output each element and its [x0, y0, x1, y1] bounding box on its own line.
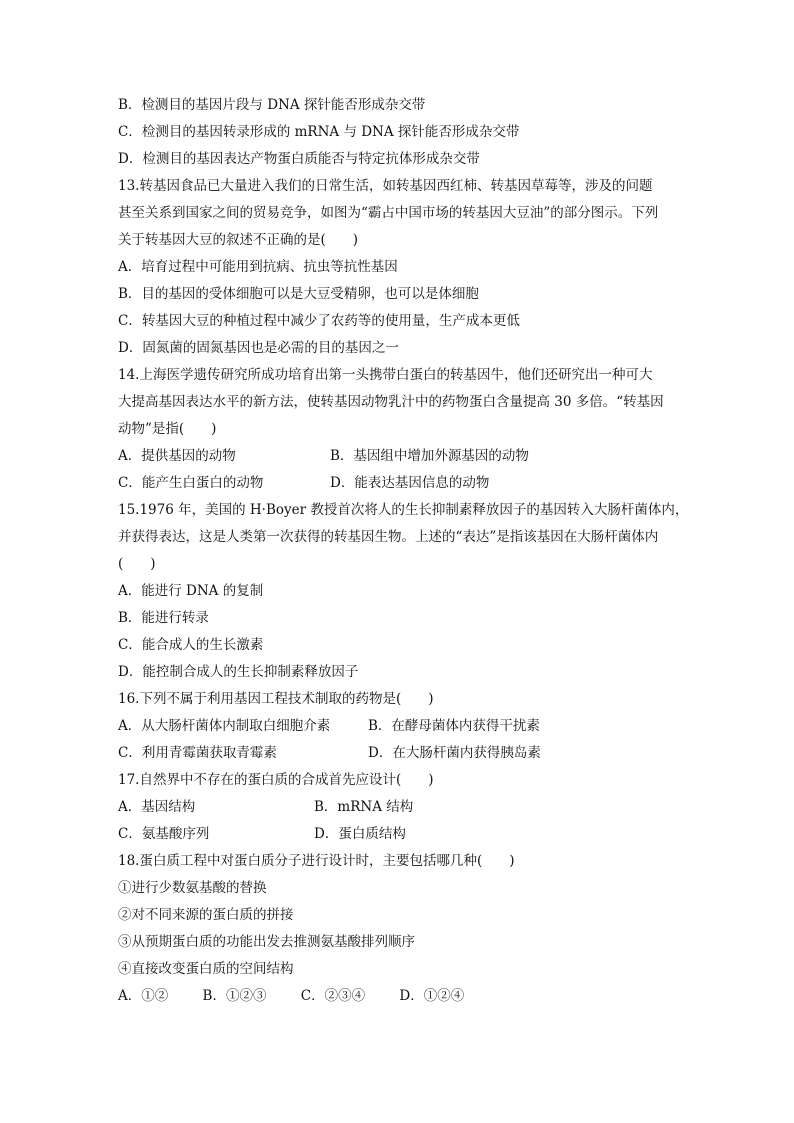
q12-option-c: C．检测目的基因转录形成的 mRNA 与 DNA 探针能否形成杂交带: [118, 124, 520, 140]
q13-stem-line-2: 甚至关系到国家之间的贸易竞争，如图为“霸占中国市场的转基因大豆油”的部分图示。下列: [118, 205, 659, 221]
q13-option-d: D．固氮菌的固氮基因也是必需的目的基因之一: [118, 340, 399, 356]
q14-option-c: C．能产生白蛋白的动物: [118, 475, 264, 491]
q14-options-row-1: [118, 443, 678, 470]
q15-option-c: C．能合成人的生长激素: [118, 637, 264, 653]
q18-stem: 18.蛋白质工程中对蛋白质分子进行设计时，主要包括哪几种( ): [118, 853, 515, 869]
q13-stem-line-3: 关于转基因大豆的叙述不正确的是( ): [118, 232, 359, 248]
q16-options-row-1: [118, 713, 678, 740]
q14-stem-line-1: 14.上海医学遗传研究所成功培育出第一头携带白蛋白的转基因牛，他们还研究出一种可大: [118, 367, 653, 383]
q18-item-1: ①进行少数氨基酸的替换: [118, 880, 267, 896]
q13-option-b: B．目的基因的受体细胞可以是大豆受精卵，也可以是体细胞: [118, 286, 479, 302]
q16-option-a: A．从大肠杆菌体内制取白细胞介素: [118, 718, 331, 734]
q16-option-b: B．在酵母菌体内获得干扰素: [368, 718, 540, 734]
q14-option-d: D．能表达基因信息的动物: [330, 475, 490, 491]
q12-option-d: D．检测目的基因表达产物蛋白质能否与特定抗体形成杂交带: [118, 151, 480, 167]
q18-option-b: B．①②③: [202, 988, 267, 1004]
q18-options-row: [118, 983, 678, 1010]
q13-stem-line-1: 13.转基因食品已大量进入我们的日常生活，如转基因西红柿、转基因草莓等，涉及的问题: [118, 178, 653, 194]
q15-stem-line-1: 15.1976 年，美国的 H·Boyer 教授首次将人的生长抑制素释放因子的基因转入大肠杆菌体内，: [118, 502, 689, 518]
q16-option-d: D．在大肠杆菌内获得胰岛素: [368, 745, 541, 761]
q17-option-d: D．蛋白质结构: [314, 826, 406, 842]
q15-stem-line-3: ( ): [118, 556, 156, 572]
q17-option-b: B．mRNA 结构: [314, 799, 414, 815]
q18-item-3: ③从预期蛋白质的功能出发去推测氨基酸排列顺序: [118, 934, 415, 950]
q15-option-a: A．能进行 DNA 的复制: [118, 583, 264, 599]
q17-options-row-2: [118, 821, 678, 848]
q17-options-row-1: [118, 794, 678, 821]
q14-options-row-2: [118, 470, 678, 497]
document-page: [118, 92, 689, 1010]
q14-option-a: A．提供基因的动物: [118, 448, 236, 464]
q17-stem: 17.自然界中不存在的蛋白质的合成首先应设计( ): [118, 772, 434, 788]
q14-option-b: B．基因组中增加外源基因的动物: [330, 448, 529, 464]
q14-stem-line-3: 动物”是指( ): [118, 421, 217, 437]
q18-option-a: A．①②: [118, 988, 169, 1004]
q15-option-b: B．能进行转录: [118, 610, 209, 626]
q13-option-a: A．培育过程中可能用到抗病、抗虫等抗性基因: [118, 259, 398, 275]
q17-option-a: A．基因结构: [118, 799, 196, 815]
q16-option-c: C．利用青霉菌获取青霉素: [118, 745, 277, 761]
q18-option-d: D．①②④: [399, 988, 465, 1004]
q15-option-d: D．能控制合成人的生长抑制素释放因子: [118, 664, 359, 680]
q16-options-row-2: [118, 740, 678, 767]
q13-option-c: C．转基因大豆的种植过程中减少了农药等的使用量，生产成本更低: [118, 313, 520, 329]
q17-option-c: C．氨基酸序列: [118, 826, 210, 842]
q18-item-2: ②对不同来源的蛋白质的拼接: [118, 907, 294, 923]
q15-stem-line-2: 并获得表达，这是人类第一次获得的转基因生物。上述的“表达”是指该基因在大肠杆菌体内: [118, 529, 659, 545]
q18-item-4: ④直接改变蛋白质的空间结构: [118, 961, 294, 977]
q14-stem-line-2: 大提高基因表达水平的新方法，使转基因动物乳汁中的药物蛋白含量提高 30 多倍。“转基因: [118, 394, 664, 410]
q18-option-c: C．②③④: [300, 988, 366, 1004]
q16-stem: 16.下列不属于利用基因工程技术制取的药物是( ): [118, 691, 434, 707]
q12-option-b: B．检测目的基因片段与 DNA 探针能否形成杂交带: [118, 97, 426, 113]
